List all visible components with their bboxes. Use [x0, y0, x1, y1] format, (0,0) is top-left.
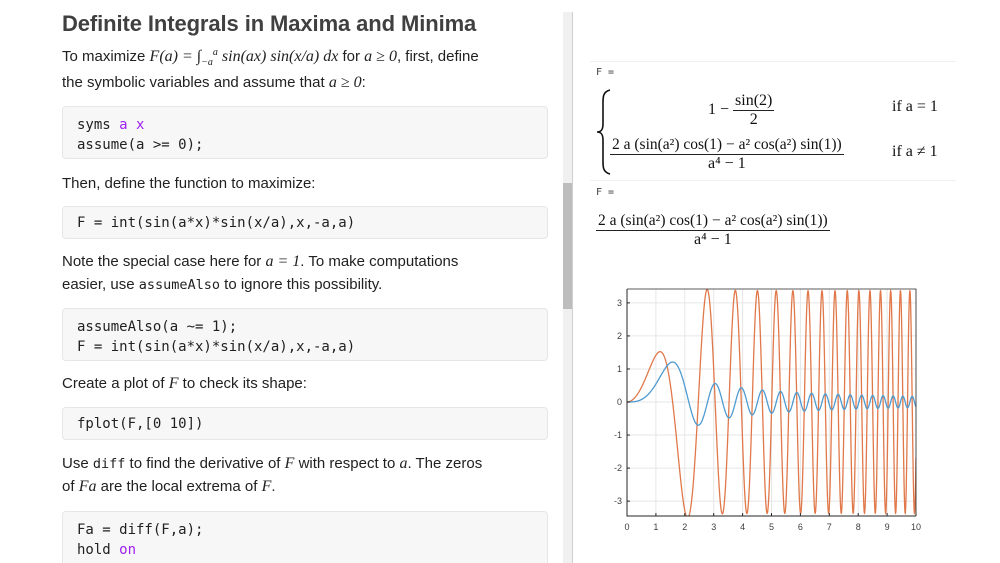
fraction [610, 136, 844, 173]
page-title: Definite Integrals in Maxima and Minima [62, 11, 477, 36]
variable: Fa [78, 478, 97, 495]
text: : [361, 74, 366, 91]
variable: F [284, 455, 295, 472]
code-block-define-F[interactable] [62, 206, 548, 239]
code-text: fplot(F,[0 10]) [77, 416, 204, 432]
code-block-diff[interactable] [62, 511, 548, 563]
code-text: F = int(sin(a*x)*sin(x/a),x,-a,a) [77, 215, 356, 231]
x-tick-label: 4 [740, 522, 746, 532]
denominator: 2 [749, 111, 758, 128]
text: of [62, 478, 79, 495]
text: To maximize [62, 48, 150, 65]
numerator: sin(2) [735, 92, 773, 109]
output-label-F: F = [596, 67, 615, 78]
y-tick-label: 2 [616, 330, 622, 341]
y-tick-label: -3 [613, 496, 622, 507]
inline-code: diff [92, 456, 126, 472]
text: to ignore this possibility. [220, 276, 383, 293]
x-tick-label: 8 [855, 522, 861, 532]
variable: F [261, 478, 272, 495]
paragraph-diff-line2 [62, 475, 276, 498]
F-expression [596, 212, 830, 249]
text: . [271, 478, 276, 495]
text: Use [62, 455, 93, 472]
code-keyword: a x [119, 117, 145, 133]
text: easier, use [62, 276, 139, 293]
x-tick-label: 10 [910, 522, 922, 532]
text: to find the derivative of [125, 455, 285, 472]
integral-formula: $F(a) = \int_{-a}^a$ sin(ax) sin(x/a) dx [149, 47, 339, 68]
upper-bound: a [212, 47, 218, 58]
text: the symbolic variables and assume that [62, 74, 329, 91]
code-block-assumeAlso[interactable] [62, 308, 548, 361]
code-block-fplot[interactable] [62, 407, 548, 440]
x-tick-label: 9 [884, 522, 890, 532]
case2-expression [610, 136, 844, 173]
code-text: F = int(sin(a*x)*sin(x/a),x,-a,a) [77, 339, 356, 355]
fraction [733, 92, 774, 129]
fplot-figure[interactable] [600, 285, 930, 540]
y-tick-label: 3 [616, 297, 622, 308]
denominator: a⁴ − 1 [708, 155, 746, 172]
x-tick-label: 5 [768, 522, 775, 532]
variable: F [168, 375, 179, 392]
paragraph-special-case-line2 [62, 273, 382, 297]
condition: a = 1 [265, 253, 301, 270]
text: to check its shape: [178, 375, 307, 392]
x-tick-label: 6 [797, 522, 803, 532]
vertical-scrollbar-thumb[interactable] [563, 183, 572, 309]
intro-paragraph [62, 45, 479, 68]
y-tick-label: 1 [616, 363, 622, 374]
text: with respect to [294, 455, 400, 472]
paragraph-special-case [62, 250, 458, 273]
text: for [338, 48, 365, 65]
condition: a ≥ 0 [364, 48, 397, 65]
code-text: Fa = diff(F,a); [77, 522, 204, 538]
case2-condition: if a ≠ 1 [892, 143, 938, 160]
inline-code: assumeAlso [138, 277, 220, 293]
text: Create a plot of [62, 375, 169, 392]
y-tick-label: -2 [613, 463, 622, 474]
case1-condition: if a = 1 [892, 98, 938, 115]
numerator: 2 a (sin(a²) cos(1) − a² cos(a²) sin(1)) [598, 212, 828, 229]
code-keyword: on [119, 542, 137, 558]
y-tick-label: -1 [613, 430, 622, 441]
x-tick-label: 3 [711, 522, 717, 532]
paragraph-define-function: Then, define the function to maximize: [62, 175, 316, 192]
code-block-syms[interactable] [62, 106, 548, 159]
variable: a [399, 455, 408, 472]
fraction [596, 212, 830, 249]
y-tick-label: 0 [616, 397, 622, 408]
code-text: assumeAlso(a ~= 1); [77, 319, 238, 335]
output-label-F-2: F = [596, 187, 615, 198]
divider [590, 180, 956, 181]
condition: a ≥ 0 [328, 74, 362, 91]
text: , first, define [396, 48, 479, 65]
lower-bound: −a [201, 57, 213, 68]
x-tick-label: 1 [653, 522, 659, 532]
denominator: a⁴ − 1 [694, 231, 732, 248]
intro-paragraph-line2 [62, 71, 366, 94]
text: . The zeros [407, 455, 483, 472]
text: . To make computations [300, 253, 459, 270]
x-tick-label: 7 [826, 522, 832, 532]
code-text: assume(a >= 0); [77, 137, 204, 153]
divider [590, 61, 956, 62]
case1-expression [708, 92, 774, 129]
math-text: 1 − [708, 101, 730, 119]
code-text: hold [77, 542, 120, 558]
text: are the local extrema of [96, 478, 262, 495]
paragraph-create-plot [62, 372, 307, 395]
x-tick-label: 0 [624, 522, 630, 532]
text: Note the special case here for [62, 253, 266, 270]
paragraph-diff [62, 452, 482, 476]
numerator: 2 a (sin(a²) cos(1) − a² cos(a²) sin(1)) [612, 136, 842, 153]
x-tick-label: 2 [682, 522, 688, 532]
code-text: syms [77, 117, 120, 133]
